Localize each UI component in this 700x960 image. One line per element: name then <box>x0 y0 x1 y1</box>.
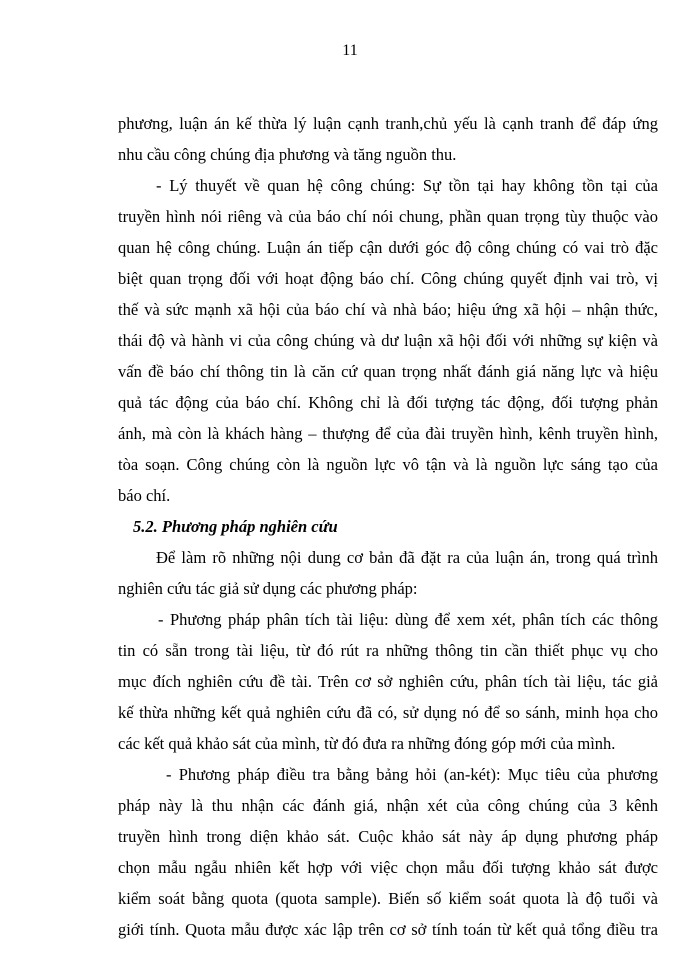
text-line: các kết quả khảo sát của mình, từ đó đưa ra những đóng góp mới của mình. <box>118 734 616 753</box>
document-body <box>118 108 658 945</box>
text-line: kiểm soát bằng quota (quota sample). Biến số kiểm soát quota là độ tuổi và <box>118 889 658 908</box>
text-line: thái độ và hành vi của công chúng và dư luận xã hội đối với những sự kiện và <box>118 331 658 350</box>
text-line: quan hệ công chúng. Luận án tiếp cận dưới góc độ công chúng có vai trò đặc <box>118 238 658 257</box>
text-line: mục đích nghiên cứu đề tài. Trên cơ sở nghiên cứu, phân tích tài liệu, tác giả <box>118 672 658 691</box>
text-line: - Lý thuyết về quan hệ công chúng: Sự tồn tại hay không tồn tại của <box>156 176 658 195</box>
text-line: pháp này là thu nhận các đánh giá, nhận xét của công chúng của 3 kênh <box>118 796 658 815</box>
text-line: - Phương pháp điều tra bằng bảng hỏi (an-két): Mục tiêu của phương <box>166 765 658 784</box>
text-line: giới tính. Quota mẫu được xác lập trên cơ sở tính toán từ kết quả tổng điều tra <box>118 920 658 939</box>
text-line: biệt quan trọng đối với hoạt động báo chí. Công chúng quyết định vai trò, vị <box>118 269 658 288</box>
text-line: ánh, mà còn là khách hàng – thượng để của đài truyền hình, kênh truyền hình, <box>118 424 658 443</box>
text-line: vấn đề báo chí thông tin là căn cứ quan trọng nhất đánh giá năng lực và hiệu <box>118 362 658 381</box>
text-line: thế và sức mạnh xã hội của báo chí và nhà báo; hiệu ứng xã hội – nhận thức, <box>118 300 658 319</box>
text-line: Để làm rõ những nội dung cơ bản đã đặt ra của luận án, trong quá trình <box>156 548 658 567</box>
page-number: 11 <box>342 42 358 59</box>
text-line: - Phương pháp phân tích tài liệu: dùng để xem xét, phân tích các thông <box>158 610 658 629</box>
text-line: báo chí. <box>118 486 171 505</box>
text-line: chọn mẫu ngẫu nhiên kết hợp với việc chọn mẫu đối tượng khảo sát được <box>118 858 658 877</box>
section-heading: 5.2. Phương pháp nghiên cứu <box>133 517 338 536</box>
text-line: nhu cầu công chúng địa phương và tăng nguồn thu. <box>118 145 457 164</box>
text-line: quả tác động của báo chí. Không chỉ là đối tượng tác động, đối tượng phản <box>118 393 658 412</box>
text-line: kế thừa những kết quả nghiên cứu đã có, sử dụng nó để so sánh, minh họa cho <box>118 703 658 722</box>
text-line: tin có sẵn trong tài liệu, từ đó rút ra những thông tin cần thiết phục vụ cho <box>118 641 658 660</box>
text-line: truyền hình nói riêng và của báo chí nói chung, phần quan trọng tùy thuộc vào <box>118 207 658 226</box>
text-line: tòa soạn. Công chúng còn là nguồn lực vô tận và là nguồn lực sáng tạo của <box>118 455 658 474</box>
text-line: truyền hình trong diện khảo sát. Cuộc khảo sát này áp dụng phương pháp <box>118 827 658 846</box>
text-line: nghiên cứu tác giả sử dụng các phương pháp: <box>118 579 418 598</box>
text-line: phương, luận án kế thừa lý luận cạnh tranh,chủ yếu là cạnh tranh để đáp ứng <box>118 114 658 133</box>
